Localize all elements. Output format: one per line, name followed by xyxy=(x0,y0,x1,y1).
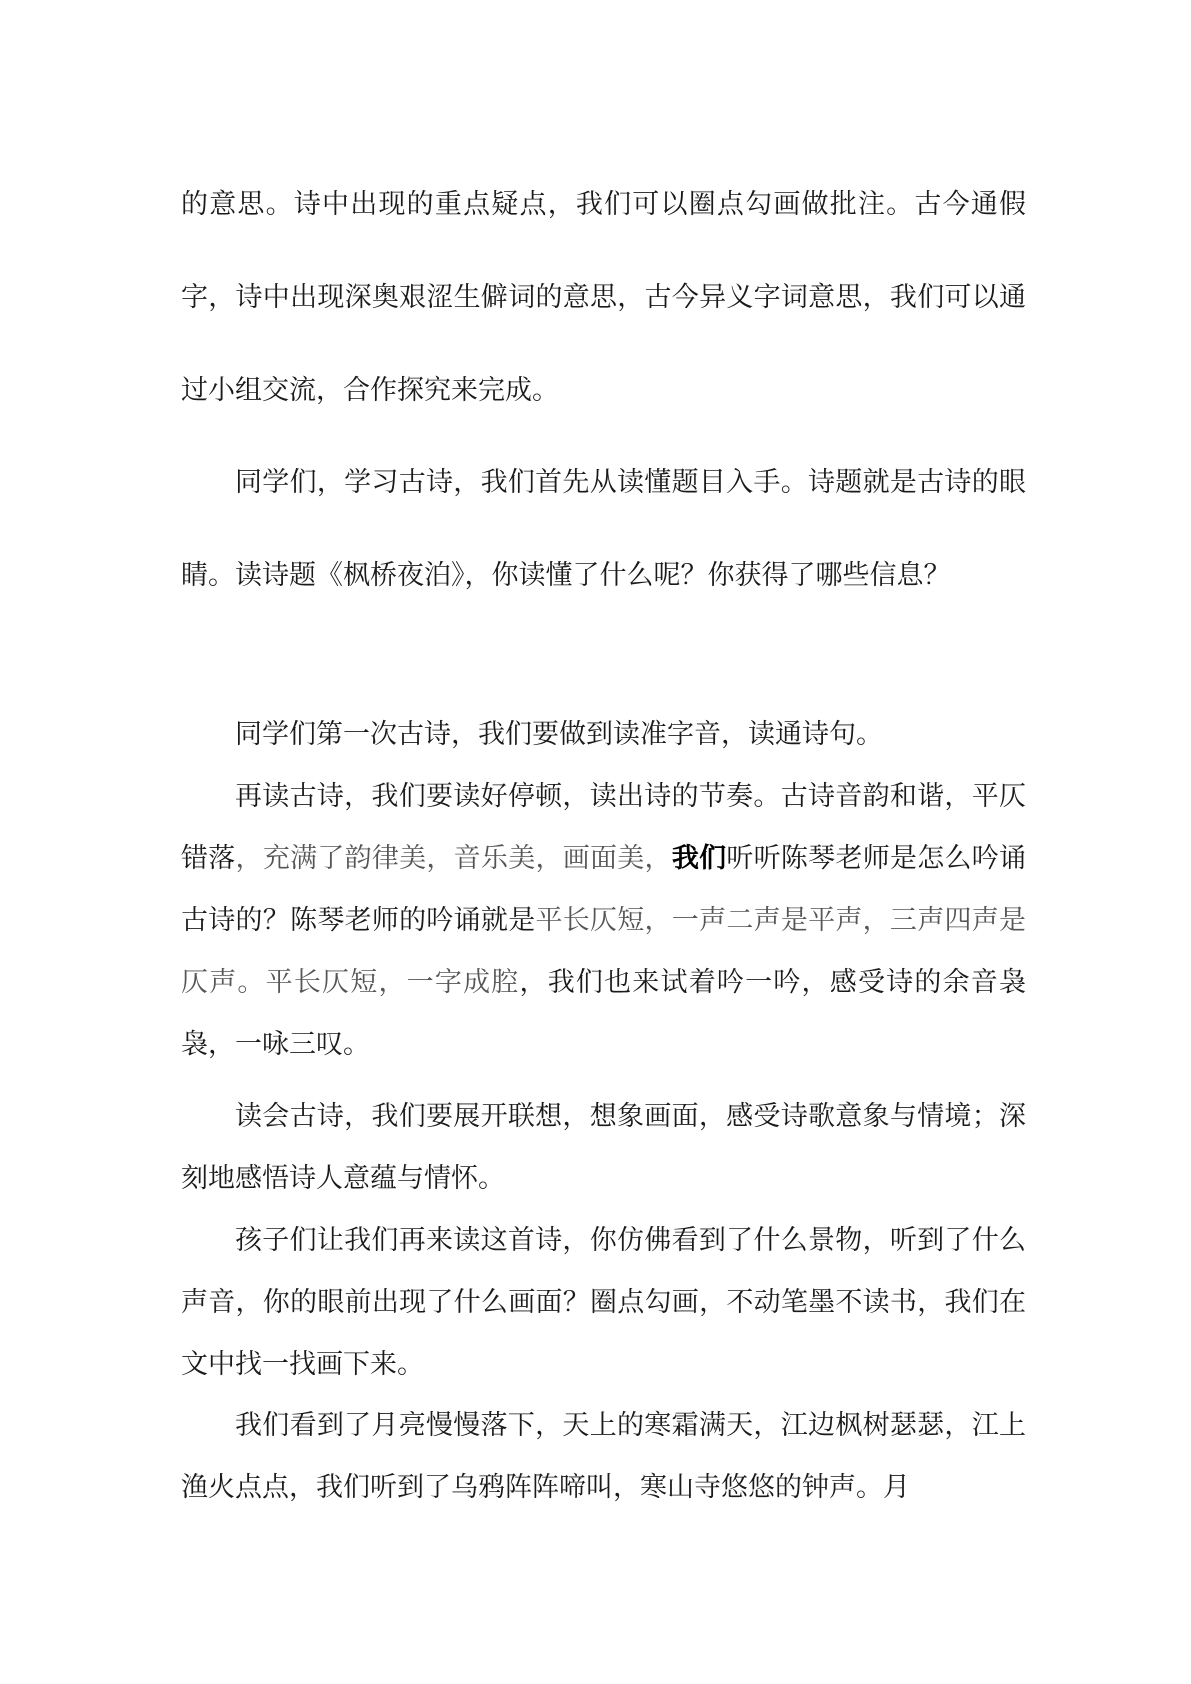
paragraph-7: 我们看到了月亮慢慢落下，天上的寒霜满天，江边枫树瑟瑟，江上渔火点点，我们听到了乌鸦阵阵啼叫，寒山寺悠悠的钟声。月 xyxy=(181,1410,1026,1503)
paragraph-4-bold-text: 我们 xyxy=(671,843,727,874)
paragraph-6: 孩子们让我们再来读这首诗，你仿佛看到了什么景物，听到了什么声音，你的眼前出现了什么画面？圈点勾画，不动笔墨不读书，我们在文中找一找画下来。 xyxy=(181,1225,1026,1380)
paragraph-2: 同学们，学习古诗，我们首先从读懂题目入手。诗题就是古诗的眼睛。读诗题《枫桥夜泊》，你读懂了什么呢？你获得了哪些信息？ xyxy=(181,467,1026,591)
paragraph-4-part-4: 听听陈琴老师是怎么吟诵古诗的？陈琴老师的吟诵就是 xyxy=(181,843,1027,936)
paragraph-4-part-5: 平长仄短，一声二声是平声，三声四声是仄声。平长仄短，一字成腔 xyxy=(181,905,1027,998)
paragraph-1-block xyxy=(181,158,1026,437)
paragraph-7-block xyxy=(181,1395,1026,1519)
paragraph-1: 的意思。诗中出现的重点疑点，我们可以圈点勾画做批注。古今通假字，诗中出现深奥艰涩生僻词的意思，古今异义字词意思，我们可以通过小组交流，合作探究来完成。 xyxy=(181,189,1026,406)
paragraph-4 xyxy=(181,766,1026,1076)
paragraph-5-block xyxy=(181,1086,1026,1210)
paragraph-4-block xyxy=(181,766,1026,1076)
paragraph-4-part-1: 再读古诗，我们要读好停顿，读出诗的节奏。古诗音韵和谐，平仄错落 xyxy=(181,781,1026,874)
paragraph-6-block xyxy=(181,1210,1026,1396)
paragraph-5: 读会古诗，我们要展开联想，想象画面，感受诗歌意象与情境；深刻地感悟诗人意蕴与情怀。 xyxy=(181,1101,1026,1194)
paragraph-2-block xyxy=(181,436,1026,622)
paragraph-3-block xyxy=(181,704,1026,766)
paragraph-4-part-6: ，我们也来试着吟一吟，感受诗的余音袅袅，一咏三叹。 xyxy=(181,967,1027,1060)
paragraph-3: 同学们第一次古诗，我们要做到读准字音，读通诗句。 xyxy=(235,719,883,750)
paragraph-4-part-2: ，充满了韵律美，音乐美，画面美， xyxy=(235,843,672,874)
